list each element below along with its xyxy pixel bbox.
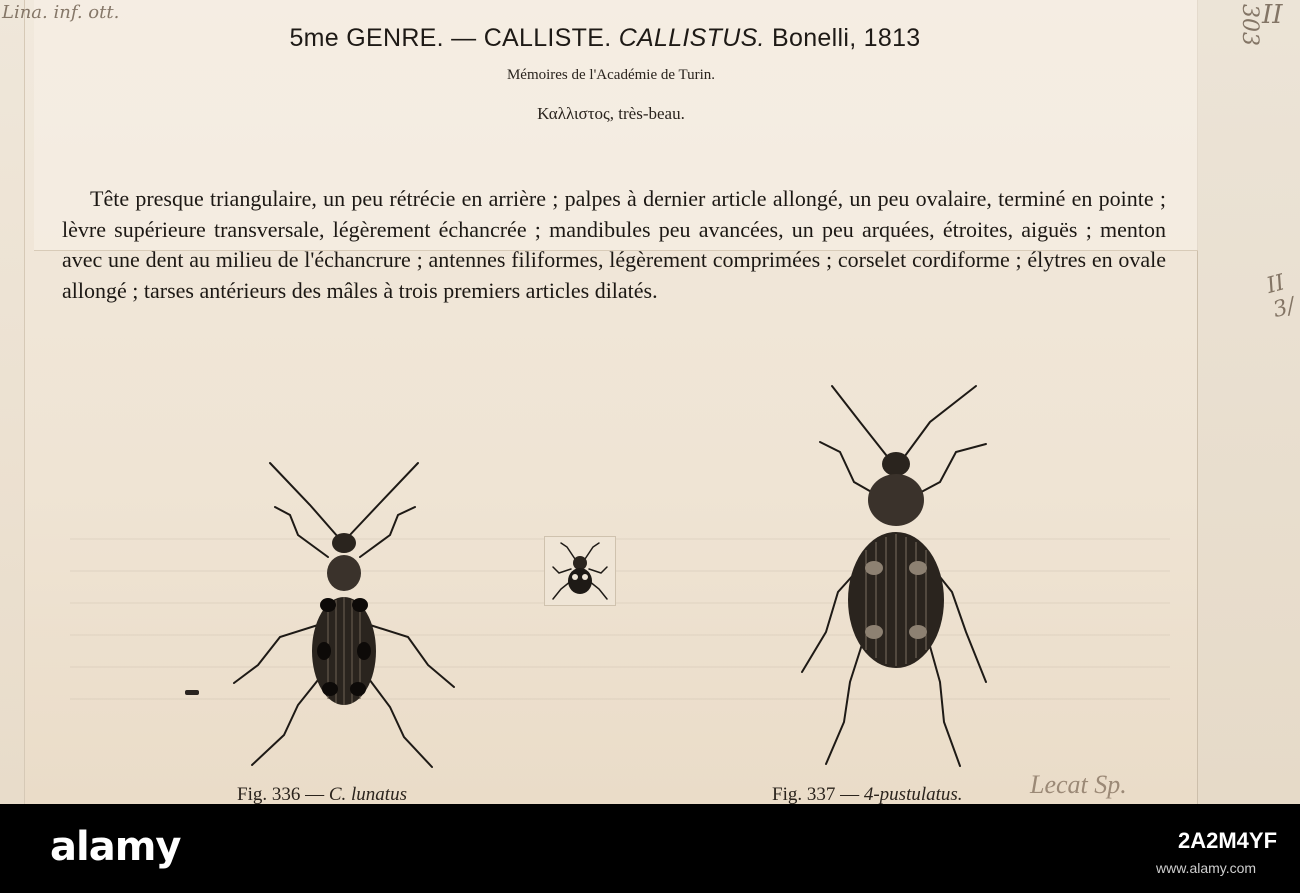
genre-label: 5me GENRE. — CALLISTE. — [289, 24, 612, 52]
etymology: Καλλιστος, très-beau. — [537, 104, 685, 123]
margin-note-top-right-roman: II — [1262, 0, 1283, 30]
margin-note-top-right-number: 303 — [1237, 4, 1262, 46]
fig-337-number: Fig. 337 — — [772, 784, 860, 804]
fig-336-number: Fig. 336 — — [237, 784, 325, 804]
beetle-lunatus-illustration — [220, 455, 470, 775]
figure-caption-336 — [237, 784, 407, 804]
figure-caption-337 — [772, 784, 963, 804]
ink-dot — [185, 690, 199, 695]
fig-337-name: 4-pustulatus. — [863, 784, 963, 804]
site-url: www.alamy.com — [1156, 860, 1257, 876]
beetle-pustulatus-illustration — [790, 382, 1000, 772]
author-year: Bonelli, 1813 — [772, 24, 921, 52]
margin-note-top-left: Lina. inf. ott. — [2, 2, 120, 23]
small-beetle-stamp — [544, 536, 616, 606]
genus-description: Tête presque triangulaire, un peu rétrécie en arrière ; palpes à dernier article allongé, un peu ovalaire, terminé en pointe ; lèvre supérieure transversale, légèrement échancrée ; mandibules peu avancées, un peu arquées, étroites, aiguës ; menton avec une dent au milieu de l'échancrure ; antennes filiformes, légèrement comprimées ; corselet cordiforme ; élytres en ovale allongé ; tarses antérieurs des mâles à trois premiers articles dilatés. — [62, 186, 1166, 303]
image-id: 2A2M4YF — [1178, 828, 1278, 853]
memoir-reference: Mémoires de l'Académie de Turin. — [506, 67, 716, 83]
genus-name: CALLISTUS. — [618, 24, 765, 52]
small-beetle-icon — [545, 537, 615, 605]
alamy-logo: alamy — [50, 824, 181, 870]
genre-title — [0, 24, 1210, 53]
engraver-signature: Lecat Sp. — [1030, 770, 1127, 799]
fig-336-name: C. lunatus — [328, 784, 407, 804]
margin-note-right: II 3/ — [1264, 270, 1298, 324]
watermark-bar — [0, 804, 1300, 893]
